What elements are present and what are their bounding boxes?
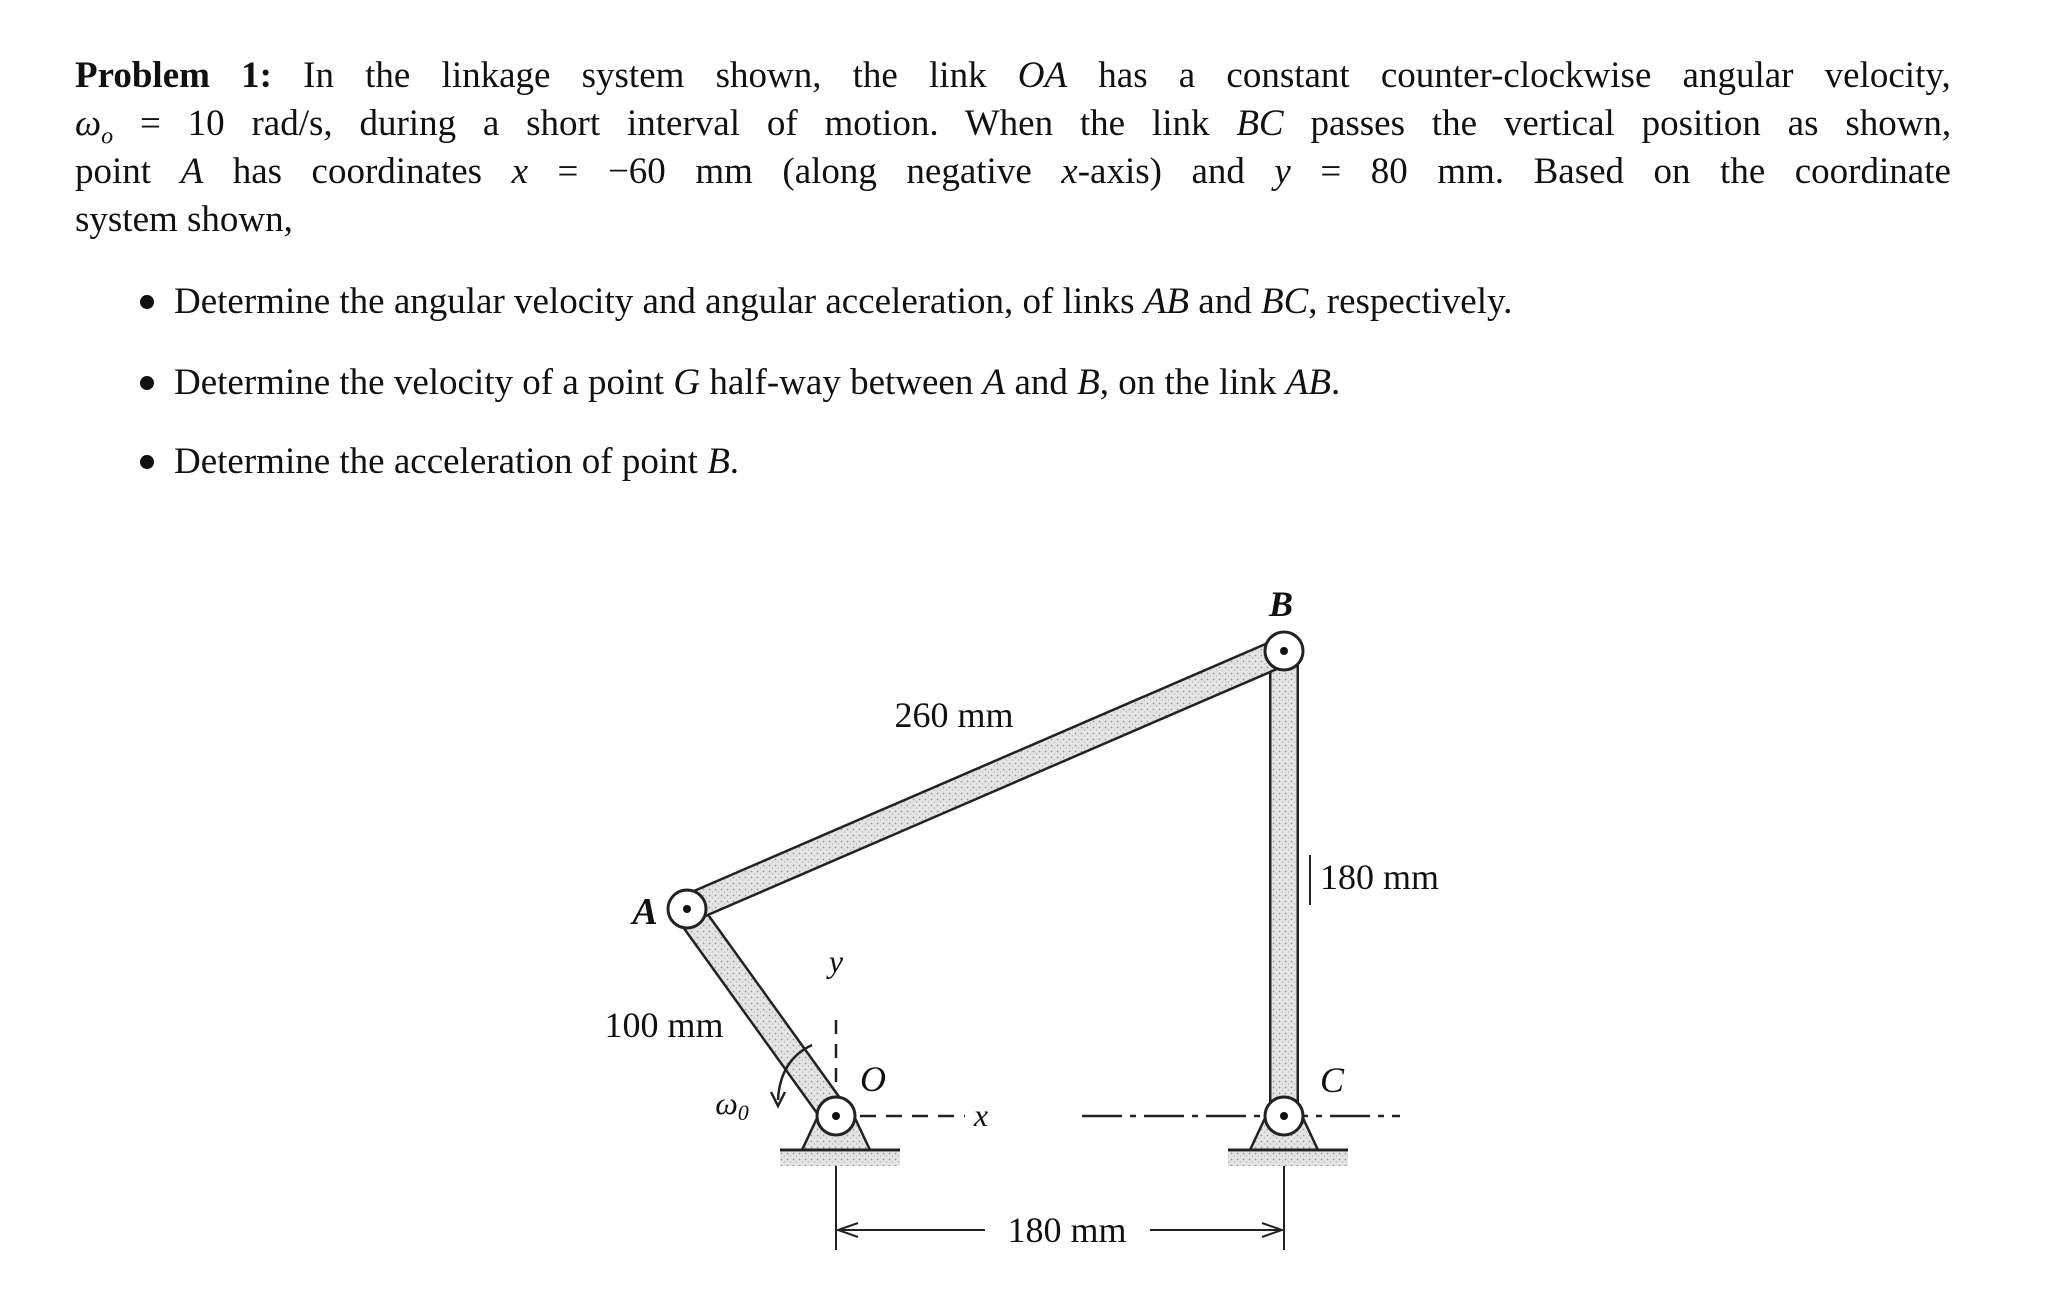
math: AB [1143, 281, 1190, 322]
label-C: C [1319, 1060, 1345, 1100]
text: half-way between [700, 362, 983, 403]
link-AB [687, 651, 1284, 909]
pin-A [668, 890, 706, 928]
dim-OC-label: 180 mm [1007, 1210, 1127, 1250]
math: B [707, 441, 730, 482]
text: = 10 rad/s, during a short interval of motion. When the link [113, 103, 1237, 144]
text: passes the vertical position as shown, [1283, 103, 1952, 144]
pin-C [1265, 1097, 1303, 1135]
pin-B [1265, 632, 1303, 670]
dim-BC-label: 180 mm [1320, 857, 1440, 897]
text: . [1330, 362, 1341, 403]
label-y: y [828, 943, 844, 979]
text: has a constant counter-clockwise angular velocity, [1067, 55, 1951, 96]
text: In the linkage system shown, the link [271, 55, 1018, 96]
text: and [1189, 281, 1261, 322]
label-x: x [973, 1097, 989, 1133]
pin-O [817, 1097, 855, 1135]
dim-AB-label: 260 mm [894, 695, 1014, 735]
text: and [1005, 362, 1078, 403]
math: AB [1285, 362, 1331, 403]
math-BC: BC [1236, 103, 1284, 144]
label-omega: ω0 [715, 1085, 749, 1125]
math-A: A [180, 151, 204, 192]
math-x: x [511, 151, 529, 192]
text: Determine the acceleration of point [174, 441, 708, 482]
problem-heading: Problem 1: [75, 55, 272, 96]
label-A: A [632, 891, 658, 933]
text: has coordinates [203, 151, 512, 192]
math-x: x [1061, 151, 1078, 192]
text: . [729, 441, 740, 482]
dim-OA-label: 100 mm [604, 1005, 724, 1045]
math-y: y [1274, 151, 1291, 192]
label-B: B [1268, 584, 1294, 624]
text: system shown, [75, 199, 293, 240]
math-OA: OA [1017, 55, 1068, 96]
text: Determine the velocity of a point [174, 362, 674, 403]
text: , respectively. [1308, 281, 1513, 322]
label-O: O [860, 1059, 886, 1099]
text: = 80 mm. Based on the coordinate [1290, 151, 1951, 192]
math-omega-sub: o [101, 123, 114, 150]
text: , on the link [1099, 362, 1286, 403]
text: = −60 mm (along negative [528, 151, 1062, 192]
math: G [673, 362, 701, 403]
math: B [1077, 362, 1100, 403]
math: A [982, 362, 1006, 403]
text: -axis) and [1077, 151, 1275, 192]
math-omega: ω [75, 103, 102, 144]
text: Determine the angular velocity and angular acceleration, of links [174, 281, 1144, 322]
math: BC [1260, 281, 1309, 322]
text: point [75, 151, 181, 192]
